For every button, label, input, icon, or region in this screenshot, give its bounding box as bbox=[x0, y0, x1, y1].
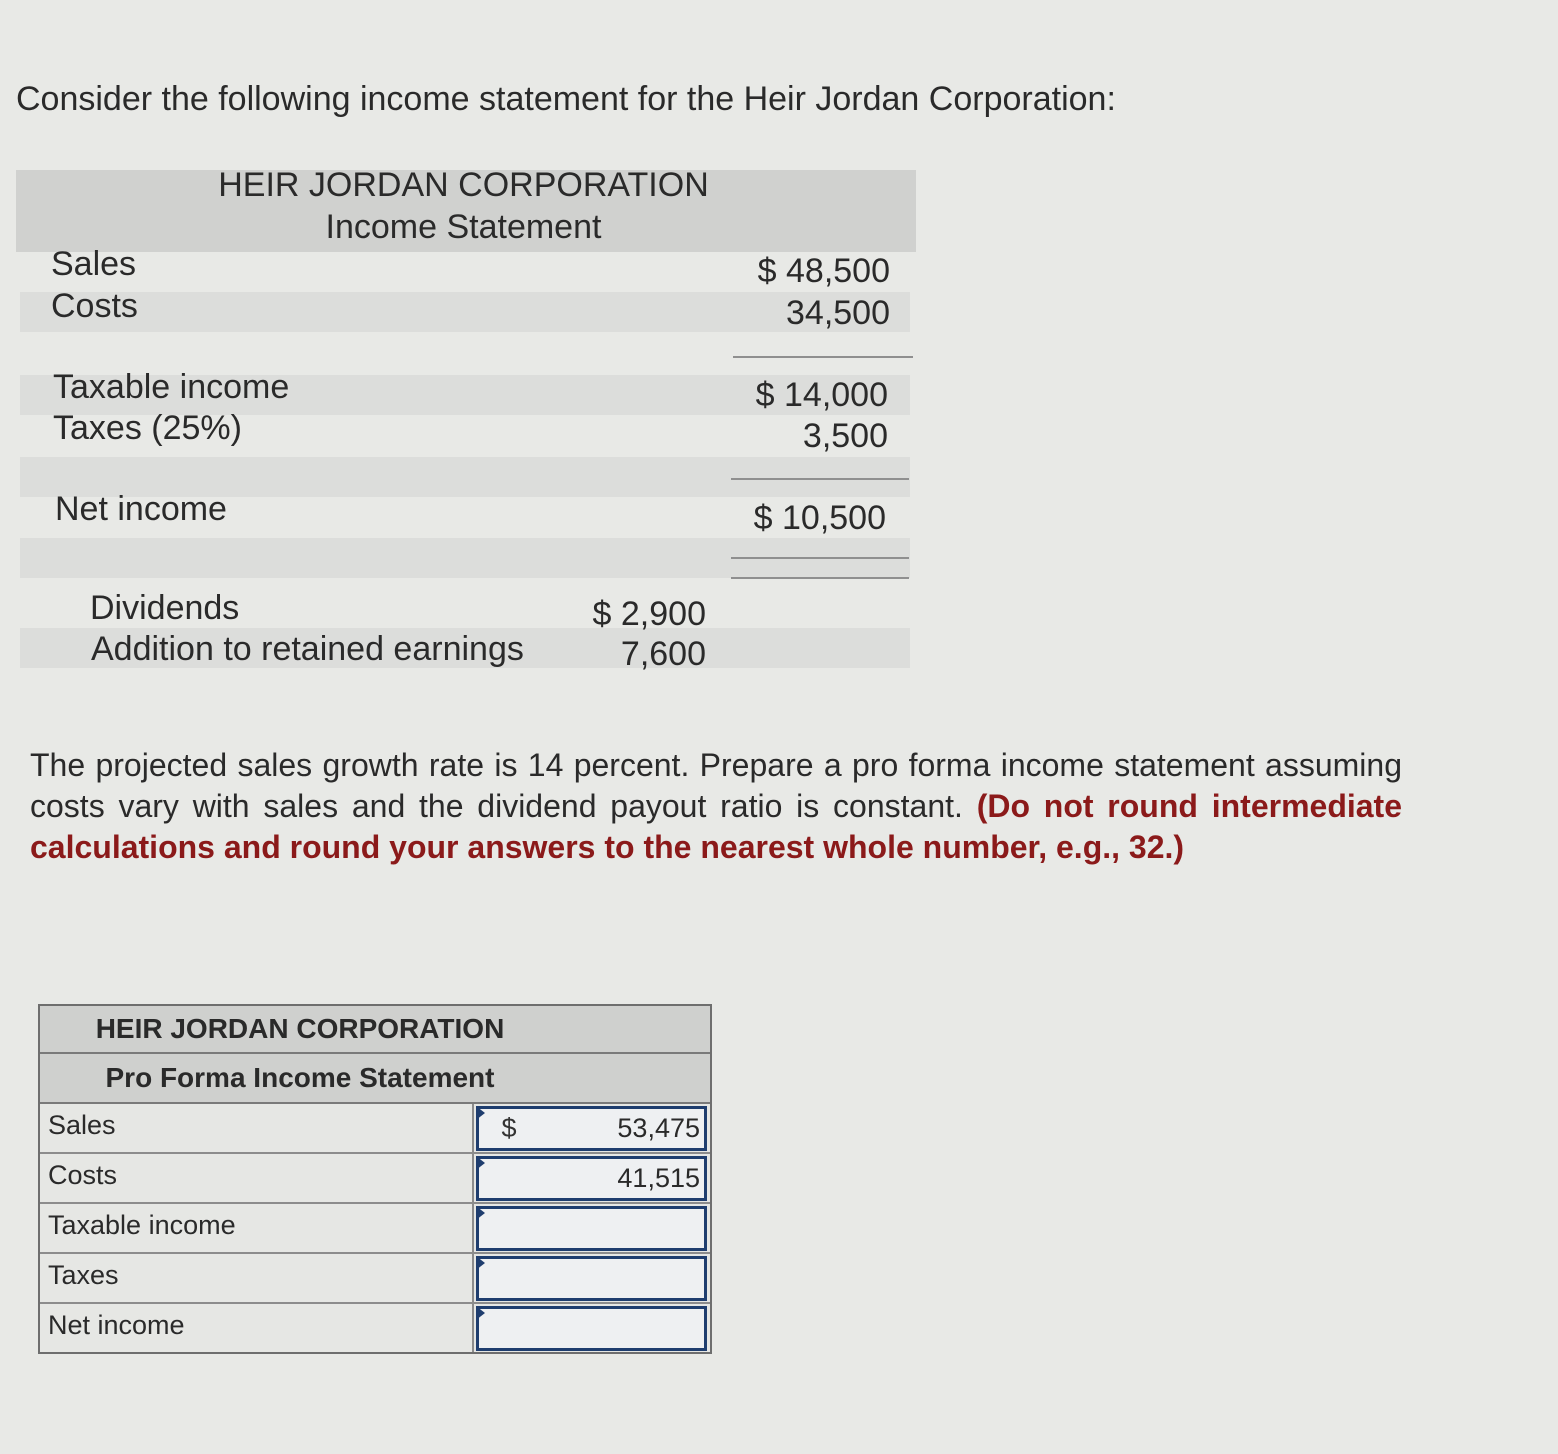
taxable-income-label: Taxable income bbox=[53, 368, 290, 406]
pro-forma-company: HEIR JORDAN CORPORATION bbox=[40, 1006, 710, 1054]
row-label-costs: Costs bbox=[40, 1154, 474, 1202]
sales-label: Sales bbox=[51, 245, 137, 283]
costs-input[interactable] bbox=[476, 1156, 707, 1201]
taxes-input[interactable] bbox=[476, 1256, 707, 1301]
net-income-value: $ 10,500 bbox=[753, 499, 886, 537]
costs-label: Costs bbox=[51, 287, 138, 325]
instruction-text bbox=[30, 745, 1402, 868]
taxes-value: 3,500 bbox=[802, 417, 888, 455]
cell-marker-icon bbox=[476, 1256, 485, 1270]
taxable-income-input[interactable] bbox=[476, 1206, 707, 1251]
taxes-label: Taxes (25%) bbox=[53, 409, 242, 447]
costs-input-value: 41,515 bbox=[617, 1163, 700, 1193]
costs-value: 34,500 bbox=[786, 294, 890, 332]
sales-input[interactable] bbox=[476, 1106, 707, 1151]
dividends-label: Dividends bbox=[90, 589, 240, 627]
table-row bbox=[40, 1104, 710, 1154]
statement-company: HEIR JORDAN CORPORATION bbox=[218, 166, 709, 204]
table-row bbox=[40, 1254, 710, 1304]
net-income-input[interactable] bbox=[476, 1306, 707, 1351]
statement-title: Income Statement bbox=[325, 208, 602, 246]
cell-marker-icon bbox=[476, 1106, 485, 1120]
instruction-bold: (Do not round intermediate calculations and round your answers to the nearest whole number, e.g., 32.) bbox=[30, 788, 1403, 865]
taxable-income-value: $ 14,000 bbox=[755, 376, 888, 414]
double-rule-top bbox=[731, 557, 909, 559]
row-label-taxes: Taxes bbox=[40, 1254, 474, 1302]
row-label-net-income: Net income bbox=[40, 1304, 474, 1352]
retained-earnings-value: 7,600 bbox=[620, 635, 706, 673]
instruction-plain: The projected sales growth rate is 14 percent. Prepare a pro forma income statement assuming costs vary with sales and the dividend payout ratio is constant. bbox=[30, 747, 1402, 824]
retained-earnings-label: Addition to retained earnings bbox=[91, 630, 524, 668]
cell-marker-icon bbox=[476, 1206, 485, 1220]
table-row bbox=[40, 1304, 710, 1352]
intro-text: Consider the following income statement for the Heir Jordan Corporation: bbox=[16, 80, 1116, 118]
net-income-label: Net income bbox=[55, 490, 227, 528]
table-row bbox=[40, 1204, 710, 1254]
cell-marker-icon bbox=[476, 1156, 485, 1170]
subtotal-rule bbox=[733, 356, 913, 358]
pro-forma-title: Pro Forma Income Statement bbox=[40, 1054, 710, 1104]
sales-value: $ 48,500 bbox=[757, 252, 890, 290]
currency-symbol: $ bbox=[501, 1113, 517, 1143]
subtotal-rule bbox=[731, 478, 909, 480]
double-rule-bottom bbox=[731, 577, 909, 579]
dividends-value: $ 2,900 bbox=[592, 595, 706, 633]
sales-input-value: 53,475 bbox=[617, 1113, 700, 1143]
row-label-sales: Sales bbox=[40, 1104, 474, 1152]
cell-marker-icon bbox=[476, 1306, 485, 1320]
row-label-taxable-income: Taxable income bbox=[40, 1204, 474, 1252]
table-row bbox=[40, 1154, 710, 1204]
pro-forma-table bbox=[38, 1004, 712, 1354]
